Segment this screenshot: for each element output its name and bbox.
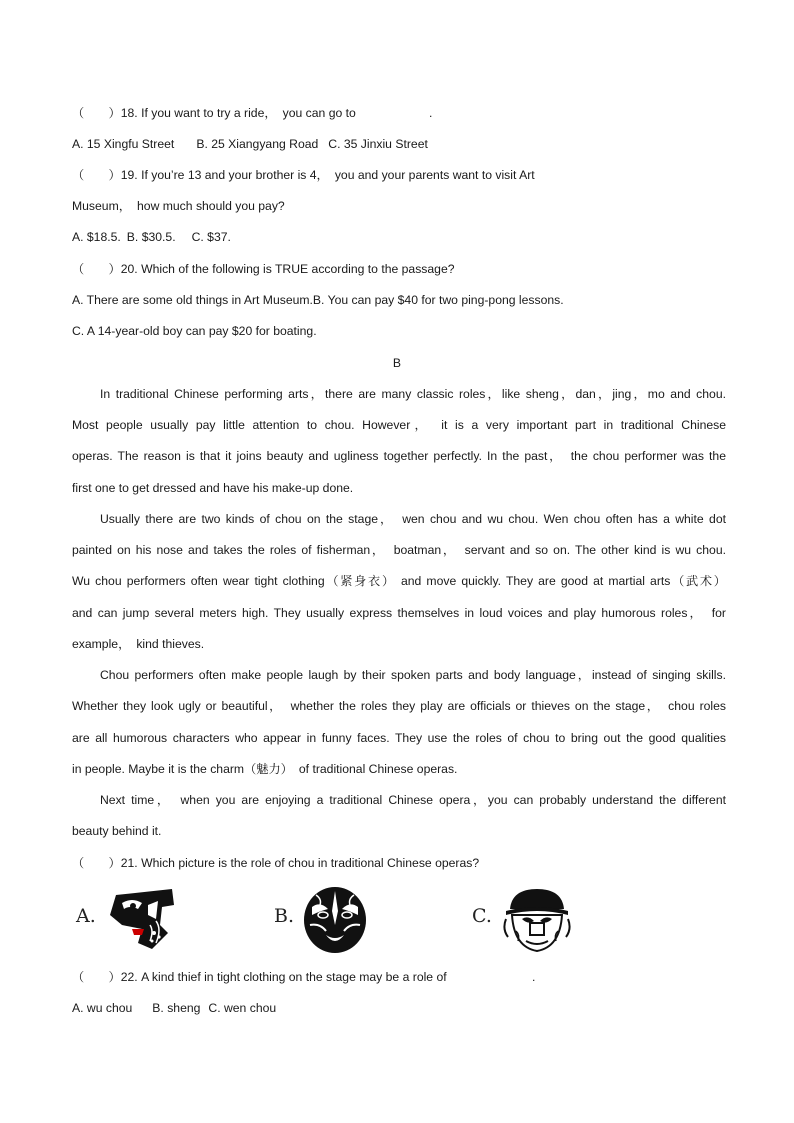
passage-p2-line5: example， kind thieves. bbox=[72, 637, 205, 651]
q18-option-c: C. 35 Jinxiu Street bbox=[328, 137, 428, 151]
opera-mask-b-image bbox=[300, 885, 370, 955]
passage-p1-line2: Most people usually pay little attention to chou. However， it is a very important part in traditional Chinese bbox=[72, 418, 726, 432]
q22-stem: （ ）22. A kind thief in tight clothing on the stage may be a role of . bbox=[72, 970, 536, 984]
passage-p3-line4: in people. Maybe it is the charm（魅力） of traditional Chinese operas. bbox=[72, 762, 458, 776]
passage-p2-line1: Usually there are two kinds of chou on the stage， wen chou and wu chou. Wen chou often has a white dot bbox=[100, 512, 726, 526]
q20-option-line1: A. There are some old things in Art Museum.B. You can pay $40 for two ping-pong lessons. bbox=[72, 293, 564, 307]
q21-stem: （ ）21. Which picture is the role of chou in traditional Chinese operas? bbox=[72, 856, 480, 870]
q20-option-line2: C. A 14-year-old boy can pay $20 for boating. bbox=[72, 324, 317, 338]
q19-stem-line2: Museum， how much should you pay? bbox=[72, 199, 285, 213]
passage-p2-line3: Wu chou performers often wear tight clothing（紧身衣） and move quickly. They are good at martial arts（武术） bbox=[72, 574, 726, 588]
passage-p1-line1: In traditional Chinese performing arts，there are many classic roles，like sheng，dan，jing，mo and chou. bbox=[100, 387, 726, 401]
q19-option-a: A. $18.5. bbox=[72, 230, 121, 244]
q18-option-b: B. 25 Xiangyang Road bbox=[196, 137, 319, 151]
q21-label-a: A. bbox=[76, 905, 96, 927]
q19-option-b: B. $30.5. bbox=[126, 230, 176, 244]
q22-option-c: C. wen chou bbox=[208, 1001, 277, 1015]
passage-p2-line4: and can jump several meters high. They usually express themselves in loud voices and play humorous roles， for bbox=[72, 606, 726, 620]
passage-p3-line2: Whether they look ugly or beautiful， whether the roles they play are officials or thieves on the stage， chou roles bbox=[72, 699, 726, 713]
q22-options bbox=[72, 1000, 276, 1016]
passage-p2-line2: painted on his nose and takes the roles of fisherman， boatman， servant and so on. The other kind is wu chou. bbox=[72, 543, 726, 557]
q19-option-c: C. $37. bbox=[191, 230, 231, 244]
passage-p3-line1: Chou performers often make people laugh by their spoken parts and body language，instead of singing skills. bbox=[100, 668, 726, 682]
q20-stem: （ ）20. Which of the following is TRUE according to the passage? bbox=[72, 262, 455, 276]
q19-options bbox=[72, 229, 231, 245]
q18-option-a: A. 15 Xingfu Street bbox=[72, 137, 175, 151]
passage-p4-line2: beauty behind it. bbox=[72, 824, 162, 838]
q19-stem-line1: （ ）19. If you’re 13 and your brother is 4， you and your parents want to visit Art bbox=[72, 168, 535, 182]
q18-stem: （ ）18. If you want to try a ride， you can go to . bbox=[72, 106, 433, 120]
opera-mask-c-image bbox=[500, 885, 574, 955]
q21-label-c: C. bbox=[472, 905, 492, 927]
passage-p4-line1: Next time， when you are enjoying a traditional Chinese opera，you can probably understand the different bbox=[100, 793, 726, 807]
passage-p1-line4: first one to get dressed and have his make-up done. bbox=[72, 481, 354, 495]
opera-mask-a-image bbox=[102, 885, 178, 951]
passage-p1-line3: operas. The reason is that it joins beauty and ugliness together perfectly. In the past， the chou performer was the bbox=[72, 449, 726, 463]
q18-options bbox=[72, 136, 428, 152]
q22-option-b: B. sheng bbox=[152, 1001, 201, 1015]
q22-option-a: A. wu chou bbox=[72, 1001, 133, 1015]
q21-label-b: B. bbox=[274, 905, 295, 927]
passage-p3-line3: are all humorous characters who appear in funny faces. They use the roles of chou to bring out the good qualities bbox=[72, 731, 726, 745]
section-b-title: B bbox=[392, 356, 402, 370]
q21-pictures bbox=[72, 885, 632, 955]
